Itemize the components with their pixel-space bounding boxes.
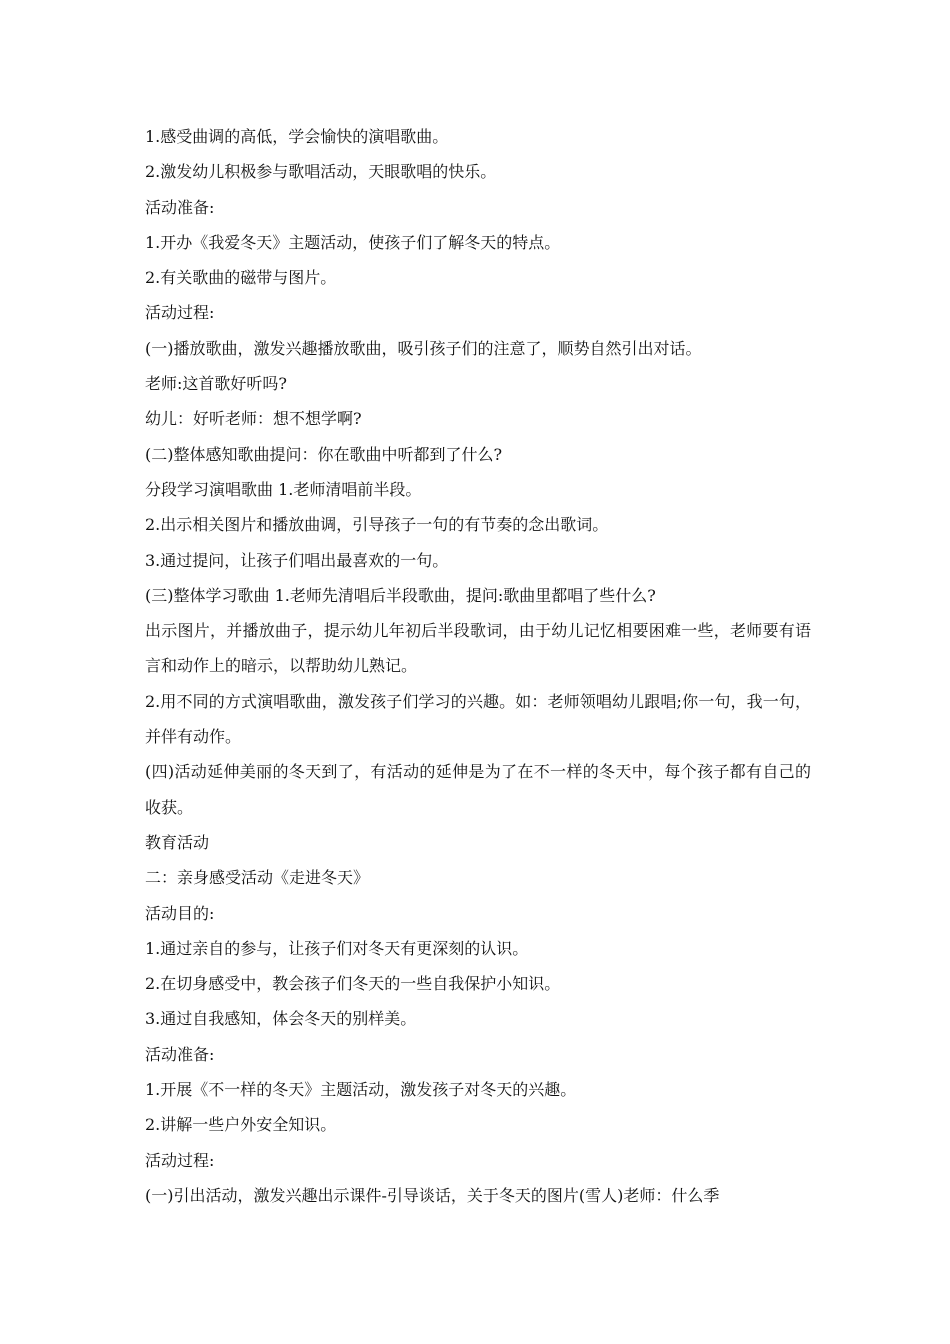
paragraph-step-1: (一)播放歌曲，激发兴趣播放歌曲，吸引孩子们的注意了，顺势自然引出对话。 [145,338,702,358]
paragraph-purpose-2: 2.在切身感受中，教会孩子们冬天的一些自我保护小知识。 [145,974,561,994]
heading-preparation: 活动准备: [145,197,215,217]
paragraph-prep-2: 2.有关歌曲的磁带与图片。 [145,268,337,288]
paragraph-process2-1: (一)引出活动，激发兴趣出示课件-引导谈话，关于冬天的图片(雪人)老师：什么季 [145,1185,720,1205]
heading-purpose: 活动目的: [145,903,215,923]
paragraph-step-4: (四)活动延伸美丽的冬天到了，有活动的延伸是为了在不一样的冬天中，每个孩子都有自己的收获。 [145,762,811,817]
paragraph-step-2: (二)整体感知歌曲提问：你在歌曲中听都到了什么? [145,444,503,464]
paragraph-show-pictures: 出示图片，并播放曲子，提示幼儿年初后半段歌词，由于幼儿记忆相要困难一些，老师要有语言和动作上的暗示，以帮助幼儿熟记。 [145,621,811,676]
paragraph-learn-3: 3.通过提问，让孩子们唱出最喜欢的一句。 [145,550,449,570]
heading-process-2: 活动过程: [145,1150,215,1170]
paragraph-purpose-1: 1.通过亲自的参与，让孩子们对冬天有更深刻的认识。 [145,938,529,958]
paragraph-prep2-2: 2.讲解一些户外安全知识。 [145,1115,337,1135]
paragraph-dialog-teacher: 老师:这首歌好听吗? [145,374,287,394]
paragraph-prep-1: 1.开办《我爱冬天》主题活动，使孩子们了解冬天的特点。 [145,232,561,252]
paragraph-section-learn: 分段学习演唱歌曲 1.老师清唱前半段。 [145,479,422,499]
paragraph-purpose-3: 3.通过自我感知，体会冬天的别样美。 [145,1009,417,1029]
paragraph-step-3: (三)整体学习歌曲 1.老师先清唱后半段歌曲，提问:歌曲里都唱了些什么? [145,585,656,605]
heading-activity-two: 二：亲身感受活动《走进冬天》 [145,868,370,888]
paragraph-prep2-1: 1.开展《不一样的冬天》主题活动，激发孩子对冬天的兴趣。 [145,1080,577,1100]
heading-process: 活动过程: [145,303,215,323]
paragraph-goal-1: 1.感受曲调的高低，学会愉快的演唱歌曲。 [145,127,449,146]
paragraph-learn-2: 2.出示相关图片和播放曲调，引导孩子一句的有节奏的念出歌词。 [145,515,609,535]
document-body [145,119,811,1213]
heading-preparation-2: 活动准备: [145,1044,215,1064]
paragraph-sing-methods: 2.用不同的方式演唱歌曲，激发孩子们学习的兴趣。如：老师领唱幼儿跟唱;你一句，我一句，并伴有动作。 [145,691,811,747]
heading-education-activity: 教育活动 [145,832,210,852]
paragraph-dialog-child: 幼儿：好听老师：想不想学啊? [145,409,362,429]
paragraph-goal-2: 2.激发幼儿积极参与歌唱活动，天眼歌唱的快乐。 [145,162,497,182]
